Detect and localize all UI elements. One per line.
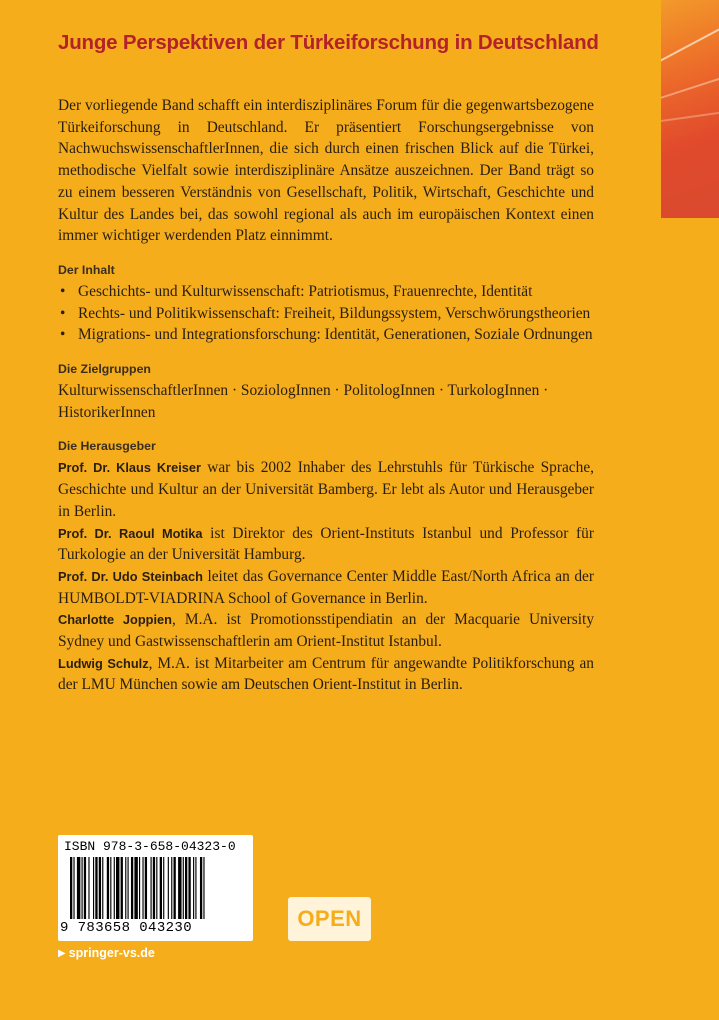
barcode-bars: [70, 857, 248, 919]
list-item: • Rechts- und Politikwissenschaft: Freiheit, Bildungssystem, Verschwörungstheorien: [58, 303, 594, 325]
corner-decoration: [661, 0, 719, 218]
editor-name: Ludwig Schulz: [58, 655, 149, 671]
editor-bio: [58, 457, 594, 522]
list-item: • Geschichts- und Kulturwissenschaft: Patriotismus, Frauenrechte, Identität: [58, 281, 594, 303]
editor-name: Prof. Dr. Raoul Motika: [58, 525, 203, 541]
editor-name: Charlotte Joppien: [58, 612, 172, 628]
editors-heading: Die Herausgeber: [58, 439, 156, 454]
editor-description: , M.A. ist Promotionsstipendiatin an der Macquarie University Sydney und Gastwissenschaftlerin am Orient-Institut Istanbul.: [58, 611, 595, 651]
isbn-barcode: [58, 835, 253, 941]
arrow-right-icon: ▶: [58, 947, 66, 959]
book-title: Junge Perspektiven der Türkeiforschung in Deutschland: [58, 31, 599, 54]
barcode-digits: 9 783658 043230: [60, 920, 193, 936]
open-access-badge: OPEN: [288, 897, 371, 941]
publisher-link[interactable]: [58, 946, 155, 960]
editor-description: leitet das Governance Center Middle East/North Africa an der HUMBOLDT-VIADRINA School of Governance in Berlin.: [58, 567, 594, 607]
contents-heading: Der Inhalt: [58, 262, 115, 277]
editor-description: , M.A. ist Mitarbeiter am Centrum für angewandte Politikforschung an der LMU München sowie am Deutschen Orient-Institut in Berlin.: [58, 654, 594, 694]
editor-bio: [58, 566, 594, 609]
editor-bio: [58, 523, 594, 566]
contents-list: [58, 281, 594, 346]
editor-bio: [58, 653, 594, 696]
intro-paragraph: Der vorliegende Band schafft ein interdisziplinäres Forum für die gegenwartsbezogene Türkeiforschung in Deutschland. Er präsentiert Forschungsergebnisse von NachwuchswissenschaftlerInnen, die sich durch einen frischen Blick auf die Türkei, methodische Vielfalt sowie interdisziplinäre Ansätze auszeichnen. Der Band trägt so zu einem besseren Verständnis von Gesellschaft, Politik, Wirtschaft, Geschichte und Kultur des Landes bei, das sowohl regional als auch im europäischen Kontext einen immer wichtiger werdenden Platz einnimmt.: [58, 97, 594, 245]
editor-description: ist Direktor des Orient-Instituts Istanbul und Professor für Turkologie an der Universität Hamburg.: [58, 524, 594, 564]
list-item: • Migrations- und Integrationsforschung: Identität, Generationen, Soziale Ordnungen: [58, 324, 594, 346]
editor-description: war bis 2002 Inhaber des Lehrstuhls für Türkische Sprache, Geschichte und Kultur an der Universität Bamberg. Er lebt als Autor und Herausgeber in Berlin.: [58, 459, 594, 520]
back-cover-text: [58, 95, 594, 696]
editor-name: Prof. Dr. Udo Steinbach: [58, 568, 203, 584]
isbn-number: ISBN 978-3-658-04323-0: [64, 839, 236, 854]
editors-list: [58, 457, 594, 696]
publisher-url: springer-vs.de: [68, 946, 155, 960]
target-groups-text: KulturwissenschaftlerInnen · SoziologInnen · PolitologInnen · TurkologInnen · HistorikerInnen: [58, 382, 549, 421]
target-groups-heading: Die Zielgruppen: [58, 362, 151, 377]
editor-name: Prof. Dr. Klaus Kreiser: [58, 460, 201, 476]
editor-bio: [58, 609, 594, 652]
